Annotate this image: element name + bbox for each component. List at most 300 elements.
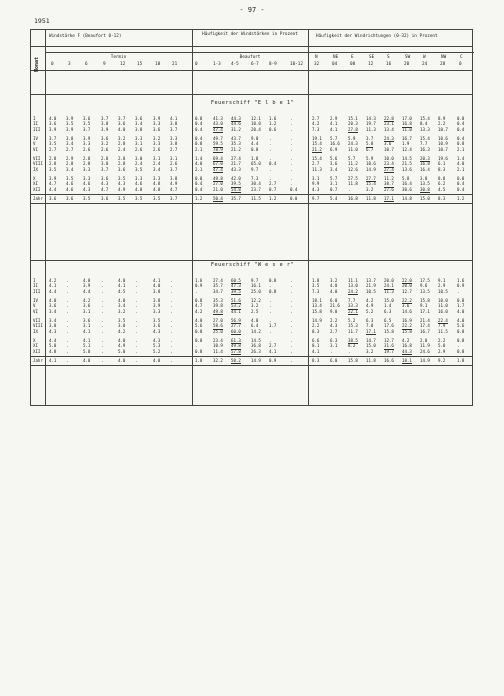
direction-freq-cell: 11.9 [420,343,430,349]
beaufort-freq-cell: 57.8 [231,348,241,354]
direction-freq-cell: 16.6 [384,358,394,363]
year-divider [31,356,472,357]
beaufort-freq-cell: 10.9 [213,343,223,349]
direction-freq-cell: 6.1 [438,161,446,167]
wind-force-cell: . [170,288,173,294]
beaufort-freq-cell: . [290,278,293,283]
direction-number: 04 [332,62,338,67]
wind-force-cell: . [170,278,173,283]
month-label: VI [33,308,38,314]
beaufort-freq-cell: . [290,156,293,161]
beaufort-freq-cell: 39.5 [231,288,241,294]
wind-force-cell: 3.4 [153,166,161,172]
direction-freq-cell: 2.9 [438,283,446,289]
wind-force-cell: 3.3 [83,176,91,181]
beaufort-freq-cell: 27.7 [231,323,241,329]
beaufort-freq-cell: 12.1 [251,116,261,121]
beaufort-freq-cell: 6.4 [251,323,259,329]
wind-force-cell: 3.2 [153,136,161,141]
beaufort-freq-cell: 1.6 [195,278,203,283]
beaufort-freq-cell: 11.5 [251,196,261,201]
beaufort-freq-cell: . [290,141,293,147]
direction-freq-cell: 6.3 [384,308,392,314]
beaufort-freq-cell: 2.7 [269,343,277,349]
direction-freq-cell: 8.4 [420,121,428,127]
beaufort-freq-cell: 54.8 [231,186,241,192]
wind-force-cell: 3.5 [153,196,161,201]
direction-freq-cell: . [348,348,351,354]
direction-freq-cell: 16.8 [348,196,358,201]
direction-freq-cell: 4.0 [457,161,465,167]
direction-freq-cell: 5.4 [330,196,338,201]
year-row-label: Jahr [33,196,43,201]
beaufort-freq-cell: 0.6 [269,126,277,132]
beaufort-freq-cell: 35.7 [213,283,223,289]
direction-freq-cell: 7.0 [366,323,374,329]
direction-freq-cell: 16.9 [402,318,412,323]
direction-freq-cell: 22.0 [402,278,412,283]
month-label: X [33,176,36,181]
beaufort-freq-cell: 0.4 [195,121,203,127]
direction-freq-cell: 16.7 [402,136,412,141]
direction-freq-cell: 14.9 [420,358,430,363]
beaufort-col-label: 10-12 [290,62,303,67]
direction-freq-cell: 2.9 [438,348,446,354]
wind-force-cell: 3.6 [118,121,126,127]
wind-force-cell: 3.6 [49,196,57,201]
direction-freq-cell: 5.2 [348,318,356,323]
direction-letter: E [351,55,354,60]
beaufort-freq-cell: 4.1 [269,348,277,354]
wind-force-cell: 3.9 [66,116,74,121]
direction-freq-cell: 9.1 [420,303,428,309]
direction-number: 20 [404,62,410,67]
beaufort-freq-cell: . [195,288,198,294]
direction-freq-cell: 17.4 [420,323,430,329]
wind-force-cell: 3.3 [170,136,178,141]
direction-freq-cell: 17.1 [420,308,430,314]
wind-force-cell: 3.5 [49,141,57,147]
beaufort-freq-cell: 27.4 [213,278,223,283]
wind-force-cell: 4.0 [118,298,126,303]
wind-force-cell: 3.4 [118,303,126,309]
direction-freq-cell: 15.4 [312,141,322,147]
beaufort-freq-cell: 44.1 [231,308,241,314]
beaufort-freq-cell: 49.8 [213,176,223,181]
beaufort-col-label: 4-5 [231,62,239,67]
beaufort-freq-cell: 20.4 [251,126,261,132]
direction-freq-cell: 30.8 [420,186,430,192]
beaufort-freq-cell: 2.1 [195,166,203,172]
wind-force-cell: 4.6 [66,186,74,192]
beaufort-freq-cell: 43.7 [231,136,241,141]
direction-freq-cell: 13.0 [348,283,358,289]
wind-force-cell: 3.3 [83,166,91,172]
direction-freq-cell: 0.9 [457,283,465,289]
direction-freq-cell: 4.1 [330,126,338,132]
wind-force-cell: 4.3 [101,181,109,187]
beaufort-freq-cell: 49.8 [231,343,241,349]
column-divider [192,260,193,405]
direction-freq-cell: 9.2 [438,358,446,363]
direction-number: 0 [459,62,462,67]
beaufort-freq-cell: 1.6 [269,116,277,121]
wind-force-cell: 3.5 [66,121,74,127]
direction-freq-cell: 0.4 [457,121,465,127]
wind-force-cell: 4.0 [153,358,161,363]
beaufort-freq-cell: . [290,318,293,323]
table-row [31,323,474,328]
wind-force-cell: 3.3 [153,121,161,127]
direction-letter: C [460,55,463,60]
wind-force-cell: 4.1 [83,328,91,334]
wind-force-cell: 3.1 [135,141,143,147]
section-title: Feuerschiff "E l b e 1" [210,100,295,106]
direction-freq-cell: 0.7 [330,186,338,192]
direction-freq-cell: 10.5 [438,288,448,294]
direction-freq-cell: 18.1 [312,298,322,303]
beaufort-freq-cell: . [290,338,293,343]
wind-force-cell: . [135,283,138,289]
direction-freq-cell: 14.7 [366,338,376,343]
direction-freq-cell: 5.9 [366,156,374,161]
month-label: XII [33,186,41,192]
wind-force-cell: 3.6 [153,323,161,329]
direction-freq-cell: 5.9 [348,136,356,141]
beaufort-freq-cell: . [269,283,272,289]
direction-freq-cell: 7.3 [312,126,320,132]
beaufort-freq-cell: 53.2 [231,303,241,309]
month-label: IX [33,166,38,172]
wind-force-cell: 5.0 [83,348,91,354]
direction-freq-cell: 6.0 [330,298,338,303]
beaufort-freq-cell: . [290,323,293,329]
beaufort-freq-cell: . [290,343,293,349]
beaufort-freq-cell: . [269,146,272,152]
direction-letter: NE [333,55,339,60]
wind-force-cell: 3.7 [170,126,178,132]
beaufort-freq-cell: 35.3 [213,298,223,303]
wind-force-cell: 5.1 [83,343,91,349]
wind-force-cell: . [101,288,104,294]
wind-force-cell: 3.0 [49,323,57,329]
wind-force-cell: . [135,338,138,343]
direction-freq-cell: 12.6 [348,166,358,172]
termin-col-label: 6 [85,62,88,67]
month-label: III [33,126,41,132]
direction-freq-cell: 9.1 [438,278,446,283]
beaufort-freq-cell: 60.0 [231,328,241,334]
direction-freq-cell: 0.4 [457,186,465,192]
wind-force-cell: 5.0 [118,348,126,354]
beaufort-freq-cell: 0.7 [269,186,277,192]
direction-freq-cell: 4.3 [312,186,320,192]
wind-force-cell: 3.6 [49,303,57,309]
direction-freq-cell: 14.3 [366,116,376,121]
wind-force-cell: 3.0 [101,161,109,167]
beaufort-freq-cell: 56.9 [231,318,241,323]
wind-force-cell: 4.7 [170,186,178,192]
wind-force-cell: 3.2 [118,136,126,141]
direction-freq-cell: . [457,343,460,349]
beaufort-freq-cell: 1.8 [195,358,203,363]
beaufort-freq-cell: 58.6 [213,323,223,329]
beaufort-freq-cell: 65.0 [251,161,261,167]
beaufort-freq-cell: 47.3 [231,283,241,289]
beaufort-freq-cell: 23.7 [251,186,261,192]
wind-force-cell: . [66,328,69,334]
table-row [31,167,474,172]
direction-freq-cell: 16.8 [402,121,412,127]
wind-force-cell: 3.5 [83,196,91,201]
beaufort-freq-cell: 49.8 [213,308,223,314]
direction-freq-cell: 5.0 [438,343,446,349]
direction-freq-cell: 8.3 [438,166,446,172]
termin-col-label: 12 [120,62,126,67]
direction-freq-cell: 3.2 [330,278,338,283]
wind-force-cell: 4.2 [83,298,91,303]
direction-freq-cell: 10.5 [366,288,376,294]
wind-force-cell: 4.6 [83,181,91,187]
wind-force-cell: . [135,303,138,309]
wind-force-cell: . [170,298,173,303]
table-row [31,161,474,166]
wind-force-cell: . [170,303,173,309]
direction-freq-cell: 13.7 [366,278,376,283]
beaufort-freq-cell: 60.5 [231,278,241,283]
direction-freq-cell: 27.7 [366,176,376,181]
direction-freq-cell: 2.7 [312,116,320,121]
beaufort-freq-cell: 0.8 [195,348,203,354]
beaufort-freq-cell: 0.8 [269,278,277,283]
wind-force-cell: 2.6 [170,161,178,167]
direction-freq-cell: 17.1 [366,328,376,334]
wind-force-cell: 4.0 [118,358,126,363]
wind-force-cell: . [170,283,173,289]
table-row [31,289,474,294]
direction-freq-cell: 2.2 [438,121,446,127]
direction-freq-cell: 6.6 [312,338,320,343]
direction-freq-cell: 3.2 [366,348,374,354]
direction-freq-cell: 9.7 [312,196,320,201]
direction-freq-cell: 20.3 [420,156,430,161]
direction-freq-cell: 11.5 [438,328,448,334]
direction-freq-cell: 11.0 [348,146,358,152]
table-lower [30,260,473,406]
beaufort-freq-cell: 4.7 [195,303,203,309]
direction-freq-cell: 16.7 [420,328,430,334]
beaufort-freq-cell: 1.8 [251,156,259,161]
beaufort-freq-cell: 47.4 [213,166,223,172]
beaufort-freq-cell: 69.4 [213,156,223,161]
direction-freq-cell: 21.6 [330,303,340,309]
wind-force-cell: 3.8 [170,141,178,147]
wind-force-cell: 4.4 [83,288,91,294]
direction-freq-cell: 7.7 [348,298,356,303]
wind-force-cell: . [101,343,104,349]
direction-freq-cell: 15.4 [312,156,322,161]
month-label: X [33,338,36,343]
direction-freq-cell: 6.7 [366,146,374,152]
beaufort-freq-cell: 11.4 [213,348,223,354]
wind-force-cell: 3.6 [101,176,109,181]
month-label: VII [33,156,41,161]
direction-freq-cell: 3.2 [366,186,374,192]
wind-force-cell: . [170,358,173,363]
wind-force-cell: 4.1 [49,283,57,289]
beaufort-freq-cell: 0.8 [195,338,203,343]
direction-freq-cell: 23.1 [384,121,394,127]
direction-freq-cell: 17.6 [384,323,394,329]
beaufort-freq-cell: 14.9 [251,358,261,363]
beaufort-freq-cell: . [290,166,293,172]
direction-number: 24 [422,62,428,67]
wind-force-cell: 3.2 [118,308,126,314]
direction-freq-cell: 0.8 [457,176,465,181]
direction-freq-cell: 21.2 [312,146,322,152]
wind-force-cell: 3.6 [153,126,161,132]
direction-freq-cell: 3.8 [420,176,428,181]
beaufort-freq-cell: . [290,116,293,121]
direction-freq-cell: 10.0 [438,298,448,303]
wind-force-cell: 2.8 [118,156,126,161]
direction-freq-cell: 27.5 [348,176,358,181]
direction-freq-cell: 0.8 [457,348,465,354]
beaufort-freq-cell: 26.3 [251,348,261,354]
beaufort-freq-cell: 3.2 [251,303,259,309]
beaufort-freq-cell: 4.0 [195,318,203,323]
direction-freq-cell: 2.1 [457,146,465,152]
direction-freq-cell: 19.1 [312,136,322,141]
beaufort-freq-cell: 39.8 [213,303,223,309]
beaufort-freq-cell: 47.4 [213,126,223,132]
direction-freq-cell: 15.0 [420,196,430,201]
direction-freq-cell: 15.0 [384,298,394,303]
beaufort-freq-cell: 2.5 [251,308,259,314]
wind-force-cell: 3.1 [83,308,91,314]
direction-freq-cell: 9.0 [330,308,338,314]
wind-force-cell: 4.6 [66,181,74,187]
direction-freq-cell: 3.6 [402,303,410,309]
direction-freq-cell: 6.2 [438,181,446,187]
wind-force-cell: 4.4 [49,288,57,294]
beaufort-freq-cell: 25.0 [251,288,261,294]
direction-freq-cell: 12.7 [384,338,394,343]
wind-force-cell: 4.0 [83,358,91,363]
beaufort-freq-cell: . [269,298,272,303]
wind-force-cell: . [170,308,173,314]
wind-force-cell: 2.7 [49,146,57,152]
direction-freq-cell: 11.8 [366,358,376,363]
beaufort-freq-cell: 27.0 [213,181,223,187]
wind-force-cell: 3.1 [153,156,161,161]
wind-force-cell: 3.5 [153,318,161,323]
wind-force-cell: 4.0 [118,338,126,343]
wind-force-cell: 5.3 [153,343,161,349]
wind-force-cell: 4.7 [49,181,57,187]
wind-force-cell: . [101,348,104,354]
wind-force-cell: 4.3 [118,181,126,187]
wind-force-cell: 4.8 [153,181,161,187]
direction-freq-cell: 13.4 [312,303,322,309]
beaufort-freq-cell: . [269,318,272,323]
beaufort-freq-cell: 43.3 [231,166,241,172]
direction-freq-cell: 20.0 [384,278,394,283]
wind-force-cell: . [170,323,173,329]
wind-force-cell: 3.6 [135,116,143,121]
beaufort-freq-cell: . [290,298,293,303]
wind-force-cell: 3.9 [83,283,91,289]
wind-force-cell: 4.4 [49,186,57,192]
wind-force-cell: 3.8 [66,136,74,141]
direction-freq-cell: 10.7 [438,126,448,132]
wind-force-cell: 2.8 [66,161,74,167]
direction-freq-cell: 9.9 [312,181,320,187]
wind-force-cell: 3.4 [135,121,143,127]
termin-header: Termin [110,55,127,60]
wind-force-cell: 3.4 [49,318,57,323]
direction-freq-cell: 0.8 [457,141,465,147]
direction-freq-cell: 0.4 [457,126,465,132]
direction-freq-cell: 24.6 [420,348,430,354]
direction-freq-cell: 5.7 [330,176,338,181]
beaufort-freq-cell: . [290,348,293,354]
direction-freq-cell: 15.3 [348,323,358,329]
direction-freq-cell: 1.7 [457,303,465,309]
direction-freq-cell: 44.3 [402,348,412,354]
direction-freq-cell: 14.9 [366,166,376,172]
beaufort-freq-cell: 43.0 [213,121,223,127]
beaufort-freq-cell: 0.0 [290,196,298,201]
beaufort-freq-cell: 78.9 [213,146,223,152]
beaufort-freq-cell: 0.8 [251,146,259,152]
table-row [31,187,474,192]
wind-force-cell: . [101,278,104,283]
direction-freq-cell: 12.4 [402,146,412,152]
direction-freq-cell: 11.3 [312,166,322,172]
wind-force-cell: . [135,298,138,303]
wind-force-cell: 4.1 [83,338,91,343]
beaufort-freq-cell: 42.0 [231,176,241,181]
direction-freq-cell: 4.0 [457,308,465,314]
direction-freq-cell: 0.8 [457,328,465,334]
column-divider [45,260,46,405]
wind-force-cell: 3.8 [153,298,161,303]
wind-force-cell: 4.9 [170,181,178,187]
wind-force-cell: 3.3 [153,308,161,314]
direction-freq-cell: 1.4 [384,303,392,309]
table-row [31,358,474,363]
table-row [31,181,474,186]
month-label: V [33,303,36,309]
direction-freq-cell: 4.1 [330,121,338,127]
direction-freq-cell: 0.8 [457,116,465,121]
wind-force-cell: . [66,358,69,363]
beaufort-freq-cell: . [269,328,272,334]
wind-force-cell: 2.6 [83,146,91,152]
wind-force-cell: 3.7 [101,166,109,172]
direction-freq-cell: 21.9 [366,283,376,289]
wind-force-cell: . [135,308,138,314]
direction-freq-cell: 4.1 [312,348,320,354]
wind-force-cell: . [135,278,138,283]
direction-freq-cell: 24.3 [348,141,358,147]
beaufort-freq-cell: . [290,121,293,127]
wind-force-cell: 2.9 [66,156,74,161]
wind-force-cell: 3.4 [66,141,74,147]
wind-force-cell: 2.8 [101,156,109,161]
beaufort-freq-cell: 21.0 [213,186,223,192]
